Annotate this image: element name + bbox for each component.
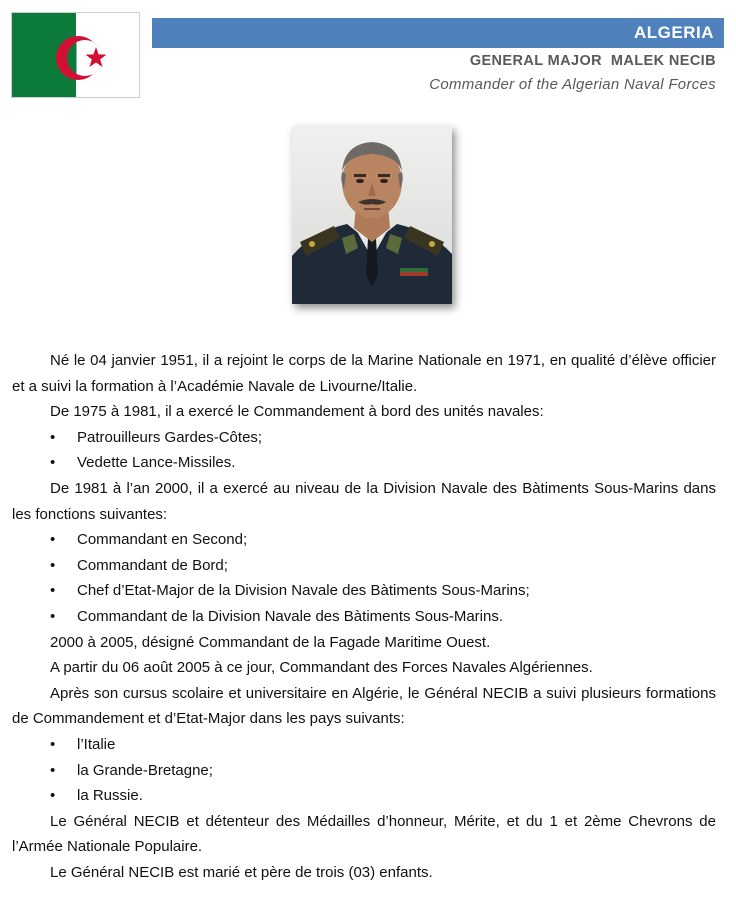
bullet-icon: • — [50, 582, 56, 600]
country-banner — [152, 18, 724, 48]
list-item-text: la Grande-Bretagne; — [77, 761, 213, 779]
list-functions — [12, 527, 716, 629]
list-item — [12, 732, 716, 758]
list-item — [12, 578, 716, 604]
officer-role: Commander of the Algerian Naval Forces — [429, 76, 716, 93]
algeria-flag-icon — [11, 12, 140, 98]
bio-paragraph: A partir du 06 août 2005 à ce jour, Commandant des Forces Navales Algériennes. — [50, 659, 593, 677]
bullet-icon: • — [50, 787, 56, 805]
list-item-text: Commandant en Second; — [77, 531, 248, 549]
list-item — [12, 450, 716, 476]
bullet-icon: • — [50, 428, 56, 446]
bio-paragraph: Né le 04 janvier 1951, il a rejoint le corps de la Marine Nationale en 1971, en qualité d’élève officier et a suivi la formation à l’Académie Navale de Livourne/Italie. — [12, 352, 716, 395]
list-item — [12, 527, 716, 553]
list-item — [12, 604, 716, 630]
biography — [12, 348, 716, 885]
list-item-text: Commandant de Bord; — [77, 556, 228, 574]
list-countries — [12, 732, 716, 809]
bullet-icon: • — [50, 454, 56, 472]
list-item-text: Patrouilleurs Gardes-Côtes; — [77, 428, 263, 446]
list-item-text: Chef d’Etat-Major de la Division Navale des Bàtiments Sous-Marins; — [77, 582, 530, 600]
bio-paragraph: De 1975 à 1981, il a exercé le Commandement à bord des unités navales: — [50, 403, 544, 421]
bio-paragraph: Après son cursus scolaire et universitaire en Algérie, le Général NECIB a suivi plusieurs formations de Commandement et d’Etat-Major dans les pays suivants: — [12, 684, 716, 728]
list-item — [12, 553, 716, 579]
list-item-text: la Russie. — [77, 787, 143, 805]
list-item — [12, 425, 716, 451]
bullet-icon: • — [50, 531, 56, 549]
bullet-icon: • — [50, 761, 56, 779]
officer-portrait — [292, 126, 452, 304]
list-item-text: l’Italie — [77, 735, 116, 753]
list-item — [12, 758, 716, 784]
bullet-icon: • — [50, 607, 56, 625]
bullet-icon: • — [50, 556, 56, 574]
bio-paragraph: 2000 à 2005, désigné Commandant de la Fagade Maritime Ouest. — [50, 633, 491, 651]
officer-name: GENERAL MAJOR MALEK NECIB — [469, 53, 716, 69]
bio-paragraph: Le Général NECIB est marié et père de trois (03) enfants. — [50, 863, 433, 881]
bio-paragraph: De 1981 à l’an 2000, il a exercé au niveau de la Division Navale des Bàtiments Sous-Marins dans les fonctions suivantes: — [12, 479, 716, 523]
list-item-text: Vedette Lance-Missiles. — [77, 454, 236, 472]
list-item-text: Commandant de la Division Navale des Bàtiments Sous-Marins. — [77, 607, 504, 625]
list-naval-units — [12, 425, 716, 476]
list-item — [12, 783, 716, 809]
crescent-star-icon — [12, 13, 140, 98]
country-name: ALGERIA — [634, 23, 714, 42]
bullet-icon: • — [50, 735, 56, 753]
bio-paragraph: Le Général NECIB et détenteur des Médailles d’honneur, Mérite, et du 1 et 2ème Chevrons de l’Armée Nationale Populaire. — [12, 812, 716, 856]
portrait-image — [292, 126, 452, 304]
